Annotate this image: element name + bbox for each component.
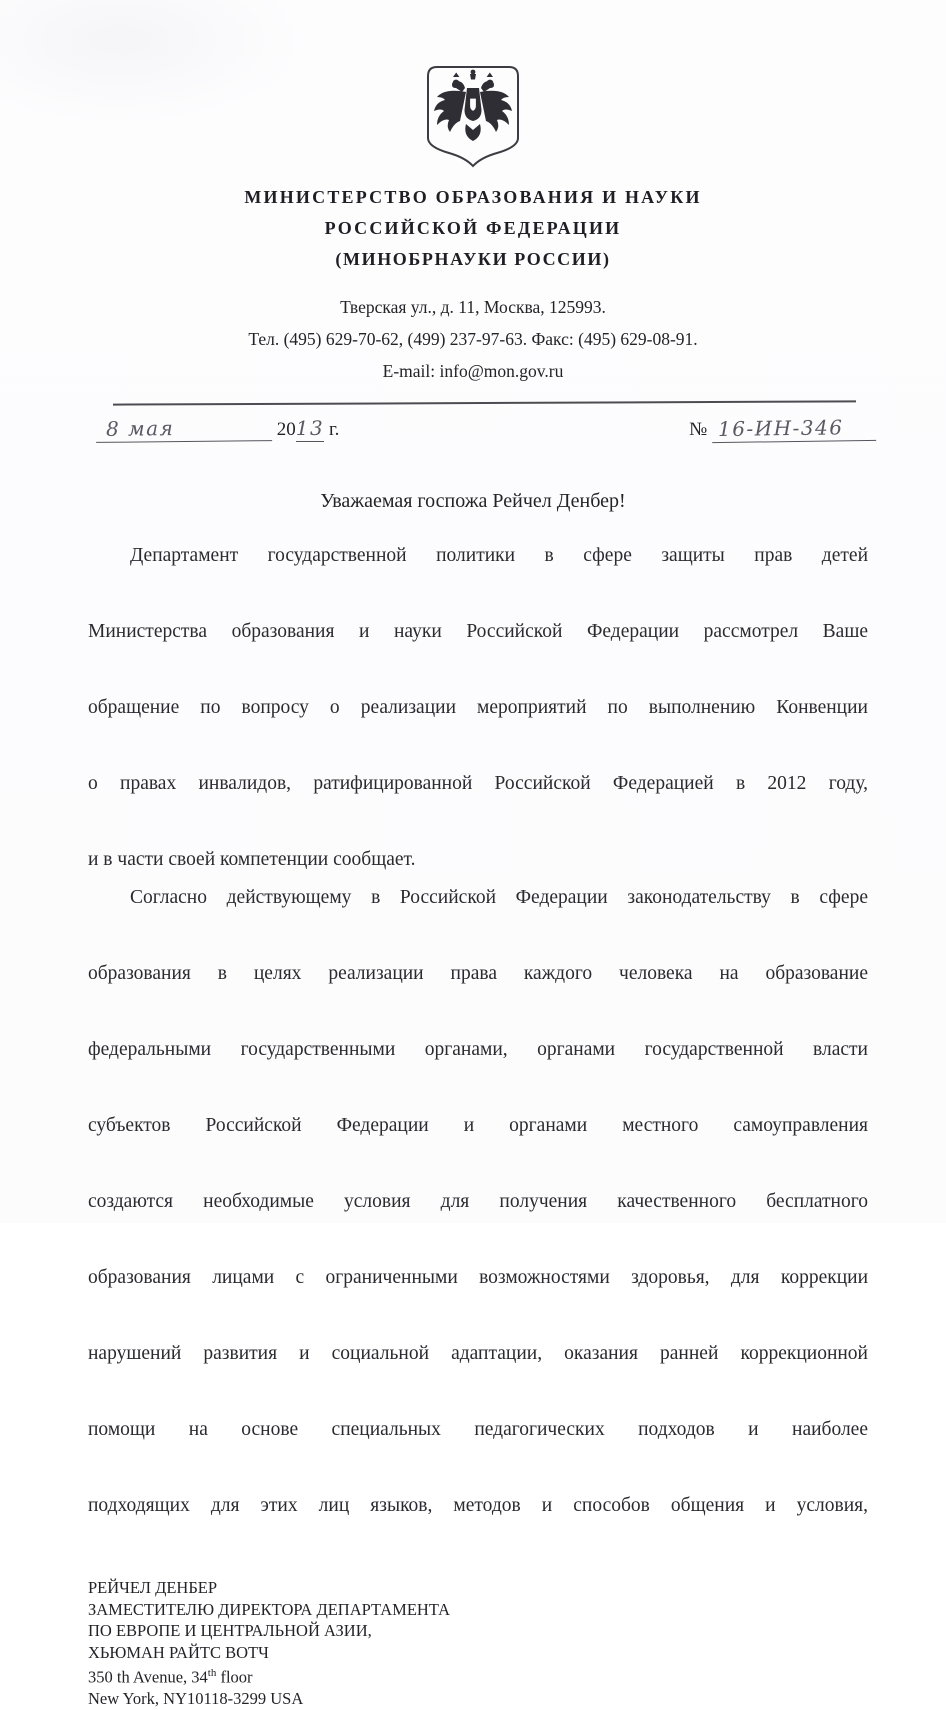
body-line: обращение по вопросу о реализации мероприятий по выполнению Конвенции (88, 697, 868, 718)
recipient-title-line2: ПО ЕВРОПЕ И ЦЕНТРАЛЬНОЙ АЗИИ, (88, 1621, 372, 1640)
recipient-title-line1: ЗАМЕСТИТЕЛЮ ДИРЕКТОРА ДЕПАРТАМЕНТА (88, 1599, 451, 1619)
body-line: о правах инвалидов, ратифицированной Российской Федерацией в 2012 году, (88, 773, 868, 794)
salutation: Уважаемая госпожа Рейчел Денбер! (320, 490, 626, 512)
org-name-line2: РОССИЙСКОЙ ФЕДЕРАЦИИ (324, 218, 622, 238)
ordinal-superscript: th (207, 1667, 217, 1679)
letterhead-phone-fax: Тел. (495) 629-70-62, (499) 237-97-63. Факс: (495) 629-08-91. (248, 329, 698, 349)
paragraph-2 (88, 879, 868, 1563)
date-field (96, 416, 339, 442)
body-line: создаются необходимые условия для получения качественного бесплатного (88, 1191, 868, 1212)
body-line: Министерства образования и науки Российской Федерации рассмотрел Ваше (88, 621, 868, 642)
handwritten-date: 8 мая (96, 415, 272, 443)
year-suffix: г. (328, 419, 340, 440)
handwritten-year: 13 (295, 416, 325, 440)
letterhead-email: E-mail: info@mon.gov.ru (382, 361, 564, 381)
outgoing-number-field (689, 416, 876, 442)
body-line: нарушений развития и социальной адаптации, оказания ранней коррекционной (88, 1343, 868, 1364)
paragraph-1 (88, 537, 868, 879)
body-line: образования в целях реализации права каждого человека на образование (88, 963, 868, 984)
recipient-name: РЕЙЧЕЛ ДЕНБЕР (88, 1578, 218, 1597)
org-name-line3: (МИНОБРНАУКИ РОССИИ) (335, 249, 611, 269)
letterhead-contact-block (0, 291, 946, 387)
date-and-number-line (96, 416, 876, 442)
recipient-street-address: 350 th Avenue, 34th floor (88, 1667, 253, 1687)
letterhead-emblem-container (0, 0, 946, 172)
letter-body (88, 537, 868, 1563)
letterhead-address: Тверская ул., д. 11, Москва, 125993. (340, 297, 606, 317)
org-name-line1: МИНИСТЕРСТВО ОБРАЗОВАНИЯ И НАУКИ (244, 187, 702, 207)
year-prefix: 20 (276, 419, 296, 440)
letterhead-org-name (0, 182, 946, 275)
body-line: подходящих для этих лиц языков, методов и способов общения и условия, (88, 1495, 868, 1516)
coat-of-arms-icon (425, 64, 521, 172)
handwritten-number: 16-ИН-346 (712, 415, 876, 443)
body-line: помощи на основе специальных педагогических подходов и наиболее (88, 1419, 868, 1440)
letterhead-divider-rule (113, 400, 856, 405)
body-line: и в части своей компетенции сообщает. (88, 849, 416, 870)
body-line: образования лицами с ограниченными возможностями здоровья, для коррекции (88, 1267, 868, 1288)
recipient-city-address: New York, NY10118-3299 USA (88, 1689, 304, 1708)
recipient-address-block (88, 1577, 946, 1710)
body-line: федеральными государственными органами, органами государственной власти (88, 1039, 868, 1060)
body-line: Департамент государственной политики в сфере защиты прав детей (130, 545, 868, 566)
body-line: субъектов Российской Федерации и органами местного самоуправления (88, 1115, 868, 1136)
recipient-organization: ХЬЮМАН РАЙТС ВОТЧ (88, 1642, 269, 1662)
body-line: Согласно действующему в Российской Федерации законодательству в сфере (130, 887, 868, 908)
number-label: № (689, 419, 708, 440)
